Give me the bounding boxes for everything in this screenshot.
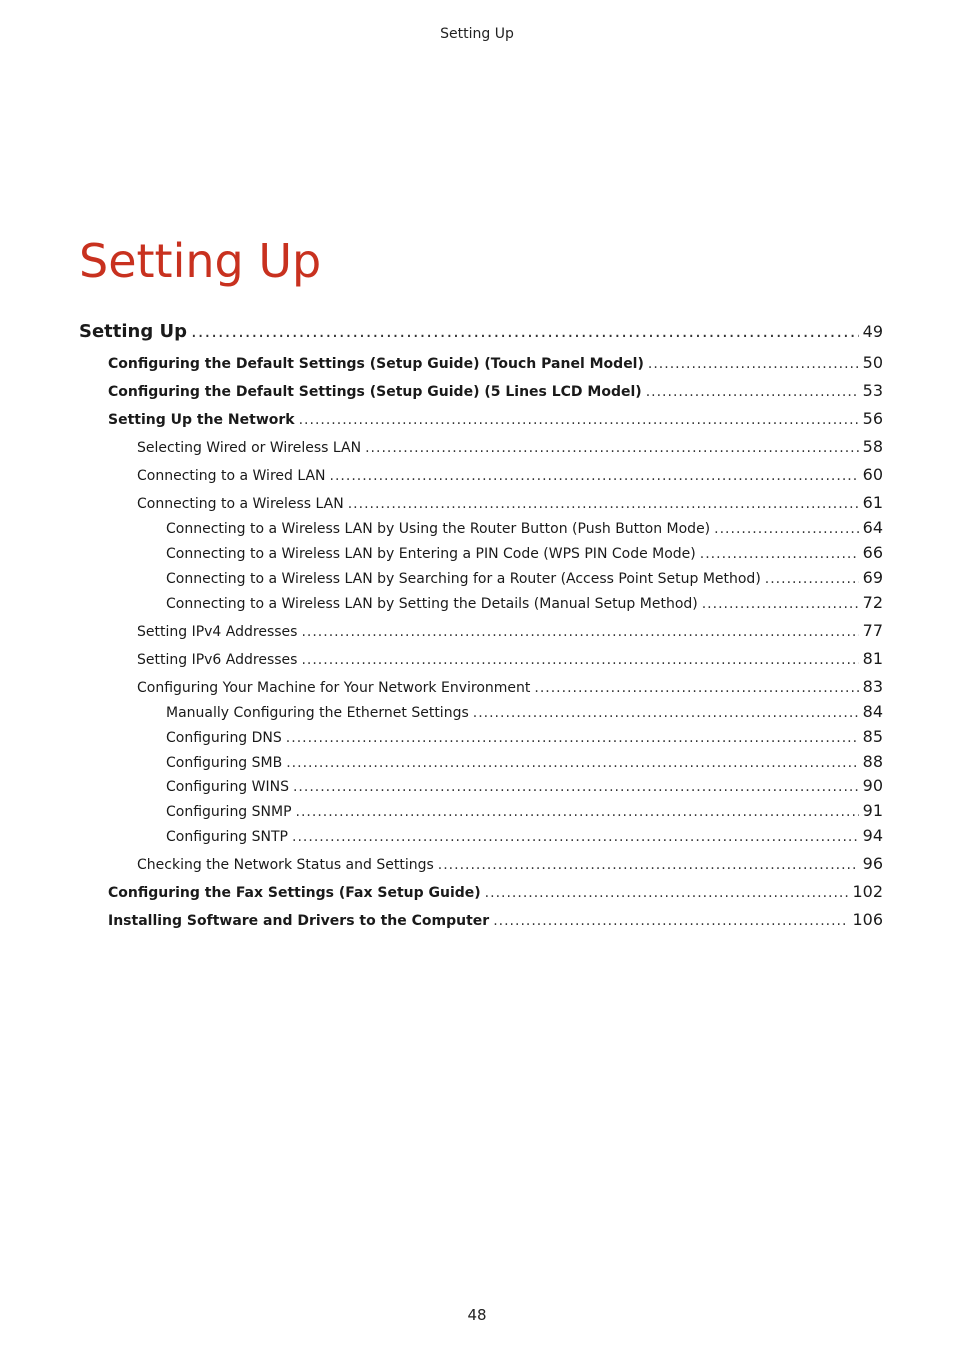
toc-entry-page: 94 [862, 826, 883, 845]
toc-entry-label: Configuring SMB [166, 755, 283, 771]
toc-entry-label: Configuring the Default Settings (Setup Guide) (5 Lines LCD Model) [108, 384, 642, 400]
toc-entry-network-status[interactable] [137, 854, 883, 873]
toc-entry-setting-up-network[interactable] [108, 409, 883, 428]
toc-entry-page: 81 [862, 649, 883, 668]
toc-entry-label: Configuring DNS [166, 730, 282, 746]
toc-entry-label: Manually Configuring the Ethernet Settings [166, 705, 469, 721]
toc-dot-leader [330, 468, 859, 484]
toc-entry-label: Setting Up the Network [108, 412, 295, 428]
toc-dot-leader [301, 652, 858, 668]
toc-entry-label: Configuring SNTP [166, 829, 289, 845]
toc-entry-sntp[interactable] [166, 826, 883, 845]
toc-dot-leader [765, 571, 859, 587]
toc-entry-label: Selecting Wired or Wireless LAN [137, 440, 362, 456]
toc-entry-page: 50 [862, 353, 883, 372]
toc-entry-page: 72 [862, 593, 883, 612]
toc-entry-label: Connecting to a Wireless LAN [137, 496, 344, 512]
toc-entry-page: 90 [862, 776, 883, 795]
page-number: 48 [467, 1306, 487, 1324]
toc-entry-label: Connecting to a Wireless LAN by Entering a PIN Code (WPS PIN Code Mode) [166, 546, 696, 562]
toc-dot-leader [438, 857, 859, 873]
toc-dot-leader [301, 624, 858, 640]
toc-entry-wireless-lan[interactable] [137, 493, 883, 512]
toc-entry-snmp[interactable] [166, 801, 883, 820]
toc-dot-leader [286, 755, 858, 771]
toc-entry-manual-setup[interactable] [166, 593, 883, 612]
toc-entry-label: Setting IPv4 Addresses [137, 624, 298, 640]
toc-entry-page: 61 [862, 493, 883, 512]
toc-entry-page: 60 [862, 465, 883, 484]
toc-entry-page: 66 [862, 543, 883, 562]
toc-entry-label: Configuring WINS [166, 779, 289, 795]
toc-entry-label: Configuring SNMP [166, 804, 292, 820]
toc-dot-leader [286, 730, 859, 746]
toc-entry-label: Connecting to a Wireless LAN by Using the Router Button (Push Button Mode) [166, 521, 711, 537]
toc-entry-page: 85 [862, 727, 883, 746]
toc-entry-setup-guide-touch-panel[interactable] [108, 353, 883, 372]
toc-dot-leader [191, 321, 859, 342]
toc-entry-wps-pin-code-mode[interactable] [166, 543, 883, 562]
toc-dot-leader [646, 384, 859, 400]
toc-entry-page: 77 [862, 621, 883, 640]
toc-dot-leader [293, 779, 859, 795]
toc-entry-page: 106 [852, 910, 883, 929]
toc-entry-push-button-mode[interactable] [166, 518, 883, 537]
toc-entry-page: 58 [862, 437, 883, 456]
chapter-title: Setting Up [79, 234, 322, 288]
toc-entry-setting-up[interactable] [79, 321, 883, 342]
toc-dot-leader [292, 829, 859, 845]
toc-entry-label: Setting IPv6 Addresses [137, 652, 298, 668]
toc-entry-label: Configuring the Fax Settings (Fax Setup Guide) [108, 885, 481, 901]
toc-dot-leader [296, 804, 859, 820]
toc-entry-label: Configuring the Default Settings (Setup Guide) (Touch Panel Model) [108, 356, 644, 372]
toc-dot-leader [714, 521, 858, 537]
toc-entry-label: Connecting to a Wired LAN [137, 468, 326, 484]
toc-entry-access-point-setup[interactable] [166, 568, 883, 587]
toc-entry-installing-software[interactable] [108, 910, 883, 929]
toc-entry-label: Configuring Your Machine for Your Network Environment [137, 680, 531, 696]
toc-dot-leader [348, 496, 859, 512]
toc-entry-dns[interactable] [166, 727, 883, 746]
toc-entry-ipv4[interactable] [137, 621, 883, 640]
toc-entry-wired-lan[interactable] [137, 465, 883, 484]
toc-dot-leader [493, 913, 848, 929]
toc-dot-leader [702, 596, 859, 612]
toc-entry-page: 64 [862, 518, 883, 537]
toc-dot-leader [473, 705, 859, 721]
running-header: Setting Up [440, 26, 514, 42]
toc-entry-page: 49 [862, 322, 883, 341]
toc-entry-label: Installing Software and Drivers to the Computer [108, 913, 490, 929]
toc-entry-selecting-wired-wireless[interactable] [137, 437, 883, 456]
toc-entry-page: 83 [862, 677, 883, 696]
toc-entry-setup-guide-5-lines-lcd[interactable] [108, 381, 883, 400]
toc-entry-label: Checking the Network Status and Settings [137, 857, 434, 873]
toc-dot-leader [299, 412, 859, 428]
toc-entry-fax-settings[interactable] [108, 882, 883, 901]
toc-entry-page: 91 [862, 801, 883, 820]
toc-entry-page: 102 [852, 882, 883, 901]
toc-entry-ethernet-settings[interactable] [166, 702, 883, 721]
toc-entry-page: 84 [862, 702, 883, 721]
toc-entry-smb[interactable] [166, 752, 883, 771]
toc-entry-page: 56 [862, 409, 883, 428]
toc-dot-leader [648, 356, 859, 372]
toc-entry-page: 69 [862, 568, 883, 587]
toc-entry-network-environment[interactable] [137, 677, 883, 696]
toc-entry-label: Connecting to a Wireless LAN by Setting the Details (Manual Setup Method) [166, 596, 698, 612]
toc-entry-wins[interactable] [166, 776, 883, 795]
toc-entry-ipv6[interactable] [137, 649, 883, 668]
toc-entry-page: 53 [862, 381, 883, 400]
toc-dot-leader [534, 680, 858, 696]
toc-dot-leader [365, 440, 859, 456]
toc-entry-label: Setting Up [79, 321, 188, 342]
toc-entry-page: 96 [862, 854, 883, 873]
toc-entry-label: Connecting to a Wireless LAN by Searching for a Router (Access Point Setup Method) [166, 571, 761, 587]
toc-dot-leader [700, 546, 859, 562]
toc-entry-page: 88 [862, 752, 883, 771]
toc-dot-leader [485, 885, 849, 901]
